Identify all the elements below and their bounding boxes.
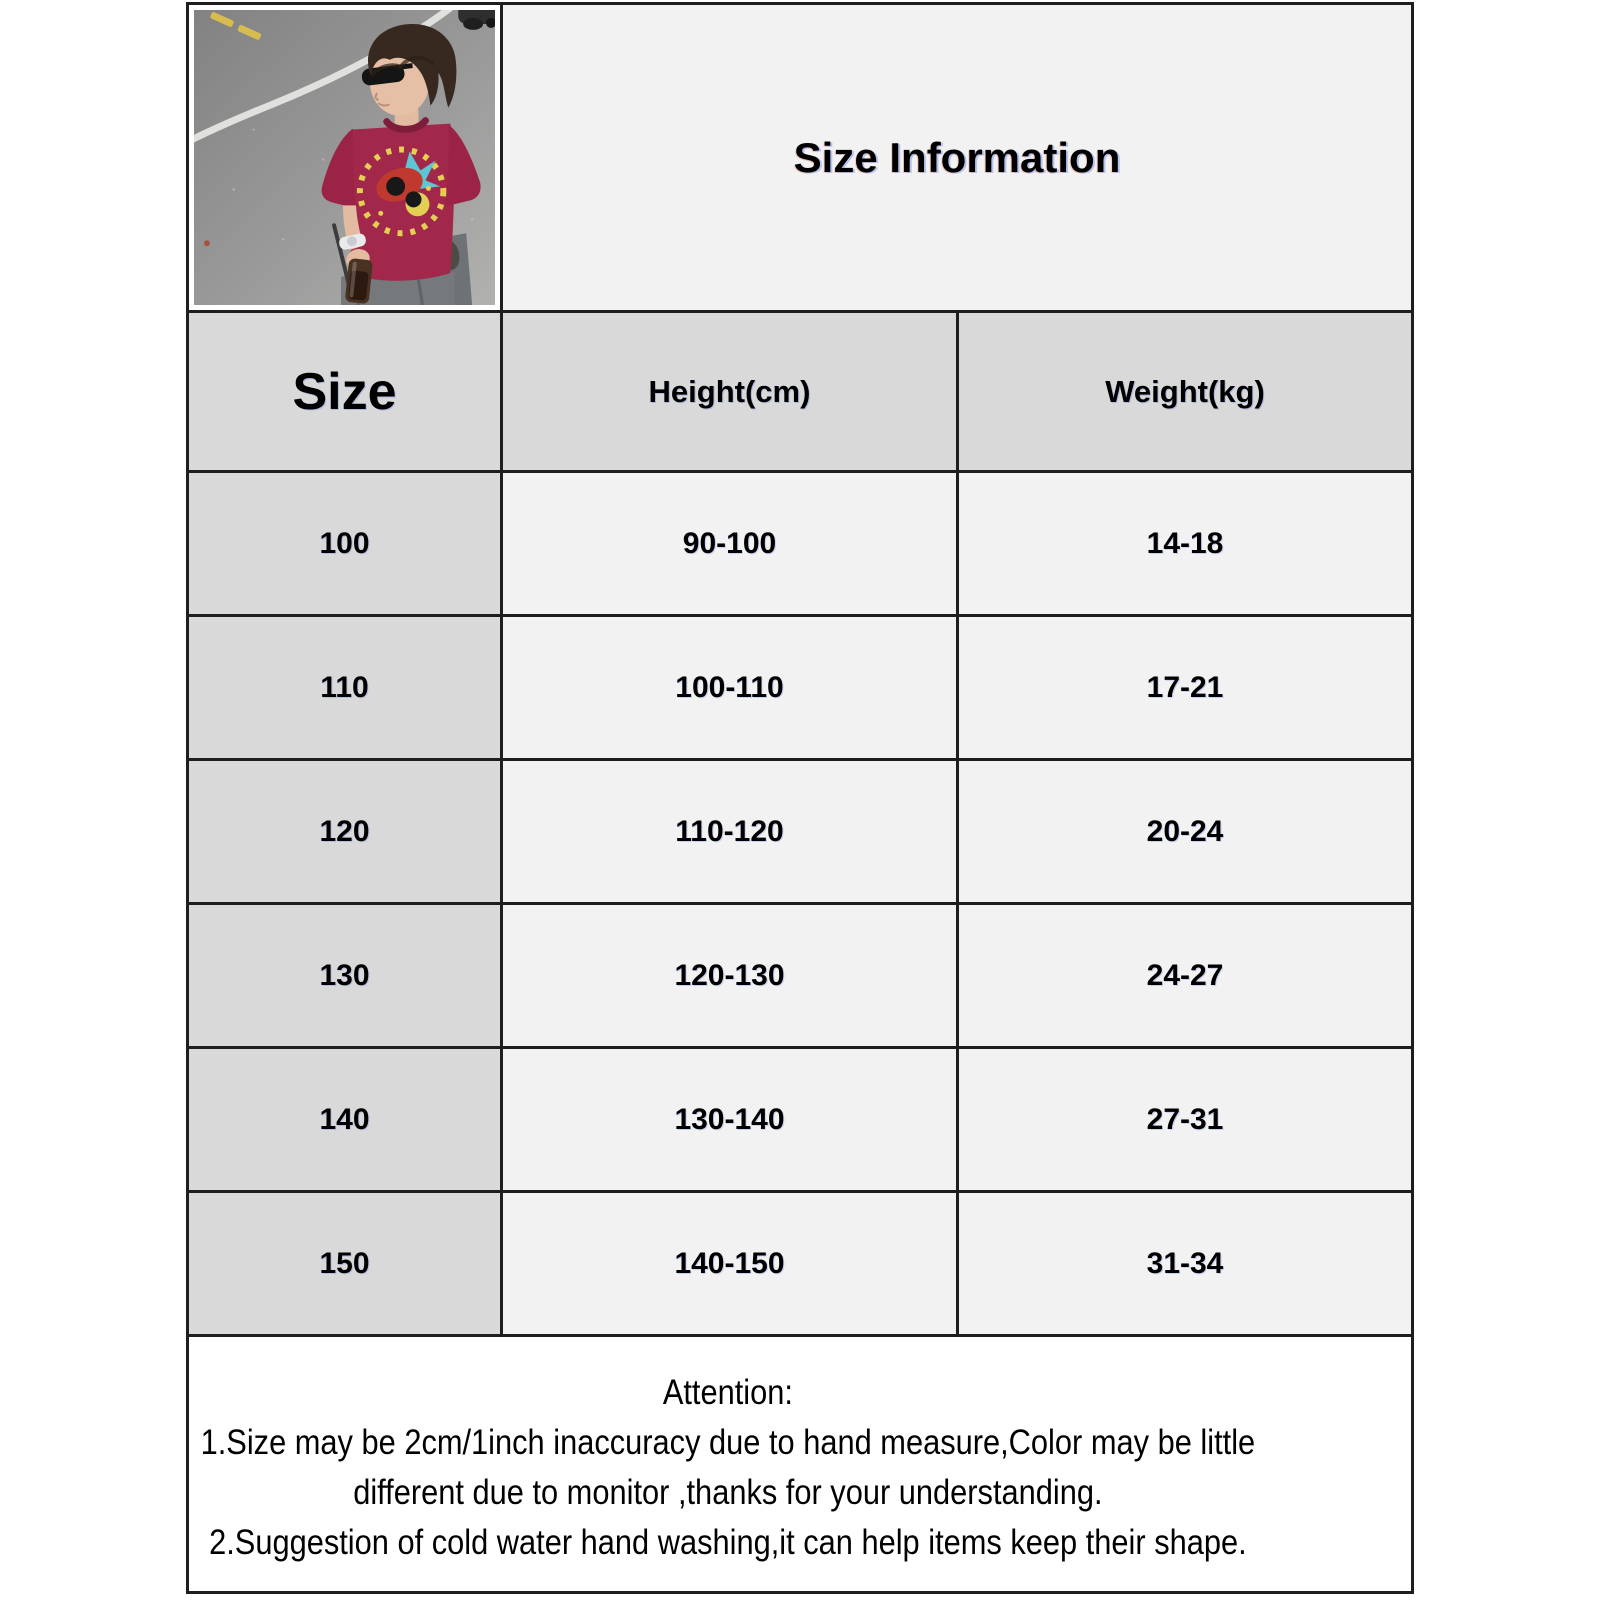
weight-value: 17-21 — [958, 616, 1413, 760]
height-value: 140-150 — [502, 1192, 958, 1336]
product-photo — [194, 10, 495, 305]
height-value: 110-120 — [502, 760, 958, 904]
weight-value: 24-27 — [958, 904, 1413, 1048]
column-header-size: Size — [188, 312, 502, 472]
weight-value: 20-24 — [958, 760, 1413, 904]
size-value: 150 — [188, 1192, 502, 1336]
attention-note — [188, 1336, 1413, 1593]
height-value: 130-140 — [502, 1048, 958, 1192]
product-photo-cell — [188, 4, 502, 312]
size-value: 130 — [188, 904, 502, 1048]
attention-heading: Attention: — [662, 1373, 793, 1412]
table-row — [188, 904, 1413, 1048]
height-value: 100-110 — [502, 616, 958, 760]
size-information-title: Size Information — [502, 4, 1413, 312]
road-debris — [204, 240, 210, 246]
size-value: 140 — [188, 1048, 502, 1192]
column-header-height: Height(cm) — [502, 312, 958, 472]
table-row — [188, 1048, 1413, 1192]
weight-value: 27-31 — [958, 1048, 1413, 1192]
drink-bottle — [345, 258, 373, 304]
size-value: 120 — [188, 760, 502, 904]
size-value: 100 — [188, 472, 502, 616]
weight-value: 31-34 — [958, 1192, 1413, 1336]
weight-value: 14-18 — [958, 472, 1413, 616]
attention-line-1: 1.Size may be 2cm/1inch inaccuracy due to hand measure,Color may be little — [200, 1423, 1256, 1462]
table-row — [188, 1192, 1413, 1336]
height-value: 120-130 — [502, 904, 958, 1048]
attention-line-2: different due to monitor ,thanks for your understanding. — [353, 1473, 1103, 1512]
attention-line-3: 2.Suggestion of cold water hand washing,it can help items keep their shape. — [209, 1523, 1247, 1562]
table-row — [188, 616, 1413, 760]
boy-photo-illustration — [194, 10, 495, 305]
size-value: 110 — [188, 616, 502, 760]
size-information-table — [186, 2, 1414, 1594]
height-value: 90-100 — [502, 472, 958, 616]
column-header-weight: Weight(kg) — [958, 312, 1413, 472]
table-row — [188, 472, 1413, 616]
table-row — [188, 760, 1413, 904]
